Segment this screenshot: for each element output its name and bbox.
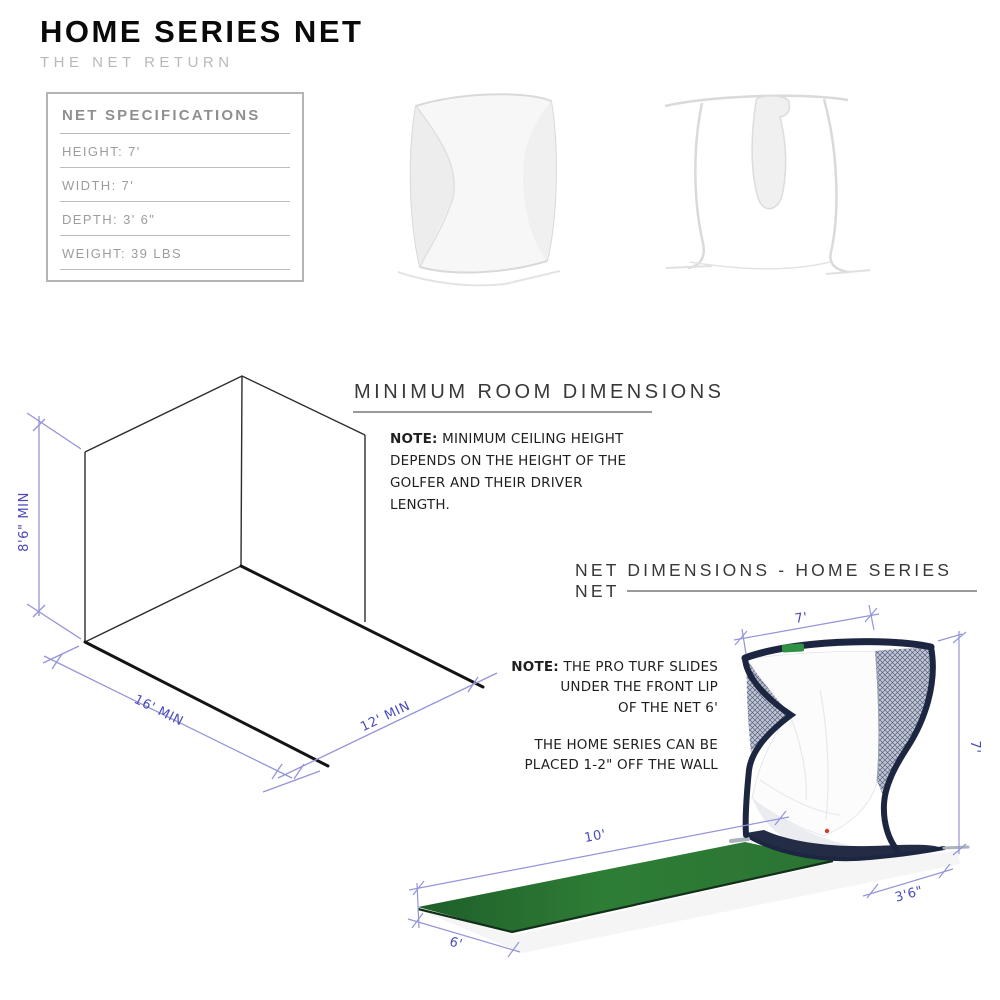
net-note2-line-1: THE HOME SERIES CAN BE — [534, 736, 718, 753]
room-note-line-3: GOLFER AND THEIR DRIVER LENGTH. — [390, 474, 583, 513]
room-section-heading: MINIMUM ROOM DIMENSIONS — [354, 381, 725, 403]
spec-row-width: WIDTH: 7' — [60, 168, 290, 202]
net-frame-height-dimension: 7' — [967, 740, 982, 754]
net-note-label: NOTE: — [511, 659, 559, 675]
net-note1-line-1: THE PRO TURF SLIDES — [563, 659, 718, 675]
net-specifications-box — [46, 92, 304, 282]
room-height-dimension: 8'6" MIN — [17, 492, 32, 552]
spec-row-height: HEIGHT: 7' — [60, 134, 290, 168]
net-note1-line-3: OF THE NET 6' — [618, 699, 718, 716]
room-depth-dimension: 12' MIN — [358, 698, 413, 736]
room-note — [390, 429, 640, 516]
page-title: HOME SERIES NET — [40, 14, 364, 49]
spec-box-title: NET SPECIFICATIONS — [60, 104, 290, 134]
turf-length-dimension: 10' — [583, 827, 608, 847]
page-header — [40, 16, 363, 71]
room-width-dimension: 16' MIN — [131, 692, 186, 730]
net-front-view-image — [398, 94, 560, 285]
brand-name: THE NET RETURN — [40, 54, 234, 71]
product-preview-images — [390, 78, 870, 296]
net-side-view-image — [665, 96, 870, 274]
turf-width-dimension: 6' — [447, 934, 465, 953]
room-note-line-2: DEPENDS ON THE HEIGHT OF THE — [390, 452, 627, 469]
net-depth-dimension: 3'6" — [893, 883, 925, 906]
room-heading-underline — [353, 411, 652, 413]
net-frame-width-dimension: 7' — [793, 610, 810, 627]
net-diagram — [380, 590, 1000, 990]
net-note — [478, 657, 718, 775]
ball-marker — [825, 829, 829, 833]
room-note-line-1: MINIMUM CEILING HEIGHT — [442, 431, 624, 447]
net-section-heading: NET DIMENSIONS - HOME SERIES NET — [575, 560, 953, 601]
room-walls — [85, 376, 365, 642]
spec-row-depth: DEPTH: 3' 6" — [60, 202, 290, 236]
spec-row-weight: WEIGHT: 39 LBS — [60, 236, 290, 270]
room-note-label: NOTE: — [390, 431, 438, 447]
net-heading-underline — [627, 590, 977, 592]
net-return-logo-tag — [782, 643, 804, 652]
net-note1-line-2: UNDER THE FRONT LIP — [560, 679, 718, 696]
net-note2-line-2: PLACED 1-2" OFF THE WALL — [524, 757, 718, 773]
